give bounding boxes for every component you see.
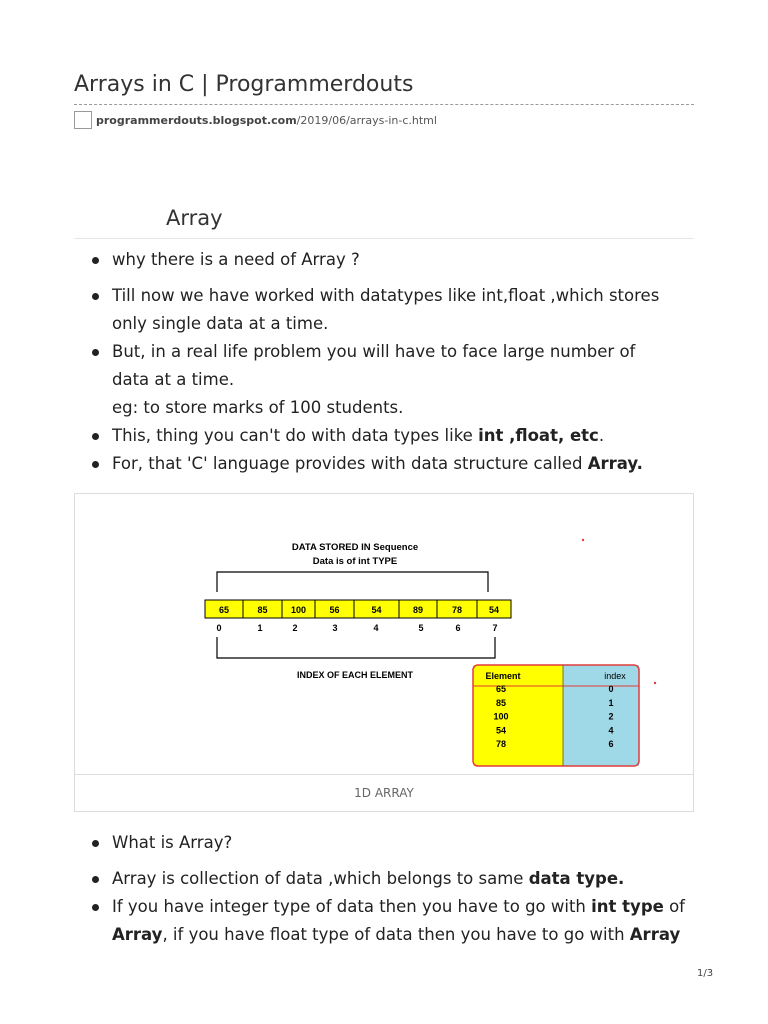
section-heading: Array: [166, 206, 223, 230]
array-index-label: 5: [418, 623, 424, 633]
list-item: Array is collection of data ,which belongs to same data type.: [92, 865, 702, 893]
section-divider: [74, 238, 694, 239]
array-index-label: 6: [455, 623, 461, 633]
bullet-icon: [92, 904, 99, 911]
array-cell-value: 54: [371, 605, 382, 615]
table-index-value: 6: [608, 739, 614, 750]
list-item: why there is a need of Array ?: [92, 246, 702, 274]
array-cell-value: 78: [451, 605, 463, 615]
table-index-value: 1: [608, 697, 614, 708]
array-cell-value: 65: [218, 605, 230, 615]
page-title: Arrays in C | Programmerdouts: [74, 72, 414, 97]
table-index-value: 4: [608, 725, 614, 736]
array-cell-value: 56: [329, 605, 340, 615]
array-cell-value: 100: [290, 605, 307, 615]
array-figure: [74, 493, 694, 812]
bottom-bracket: [217, 637, 495, 658]
definition-bullet-list: [92, 829, 702, 949]
element-index-table: [473, 665, 639, 766]
array-cells: [205, 600, 511, 618]
array-cell-value: 54: [488, 605, 500, 615]
intro-bullet-list: [92, 246, 702, 478]
array-index-label: 7: [492, 623, 498, 633]
top-bracket: [217, 572, 488, 592]
array-indices: [216, 623, 497, 633]
list-item: Till now we have worked with datatypes like int,float ,which stores only single data at a time.: [92, 282, 702, 338]
array-index-label: 1: [257, 623, 263, 633]
title-divider: [74, 104, 694, 105]
table-index-column: [563, 665, 639, 766]
bullet-icon: [92, 461, 99, 468]
list-item: This, thing you can't do with data types like int ,float, etc.: [92, 422, 702, 450]
bullet-icon: [92, 293, 99, 300]
bullet-icon: [92, 349, 99, 356]
array-index-label: 4: [373, 623, 379, 633]
table-index-value: 2: [608, 711, 614, 722]
source-domain[interactable]: programmerdouts.blogspot.com: [96, 113, 297, 127]
bullet-icon: [92, 257, 99, 264]
table-element-value: 54: [495, 725, 507, 736]
diagram-title-1: DATA STORED IN Sequence: [291, 542, 419, 553]
page-number: 1/3: [697, 968, 714, 979]
table-header-element: Element: [485, 671, 521, 681]
index-label: INDEX OF EACH ELEMENT: [296, 670, 414, 680]
table-element-value: 100: [493, 711, 509, 722]
red-dot: [654, 682, 656, 684]
array-cell-value: 85: [257, 605, 268, 615]
list-item: But, in a real life problem you will have to face large number of data at a time. eg: to store marks of 100 students.: [92, 338, 702, 422]
favicon-placeholder-icon: [74, 111, 92, 129]
bullet-icon: [92, 876, 99, 883]
diagram-title-2: Data is of int TYPE: [312, 556, 398, 567]
array-index-label: 2: [292, 623, 298, 633]
array-index-label: 3: [332, 623, 338, 633]
bullet-icon: [92, 433, 99, 440]
table-element-value: 65: [495, 684, 507, 694]
list-item: For, that 'C' language provides with data structure called Array.: [92, 450, 702, 478]
table-index-value: 0: [608, 684, 614, 694]
list-item: If you have integer type of data then you have to go with int type of Array, if you have float type of data then you have to go with Array: [92, 893, 702, 949]
table-element-value: 85: [495, 697, 507, 708]
source-path[interactable]: /2019/06/arrays-in-c.html: [296, 113, 437, 127]
array-cell-value: 89: [412, 605, 424, 615]
table-element-value: 78: [495, 739, 507, 750]
bullet-icon: [92, 840, 99, 847]
table-header-index: index: [604, 671, 626, 681]
source-link[interactable]: [74, 111, 437, 129]
figure-caption: 1D ARRAY: [75, 774, 693, 811]
array-diagram: [75, 494, 693, 774]
array-index-label: 0: [216, 623, 222, 633]
red-dot: [582, 539, 584, 541]
list-item: What is Array?: [92, 829, 702, 857]
